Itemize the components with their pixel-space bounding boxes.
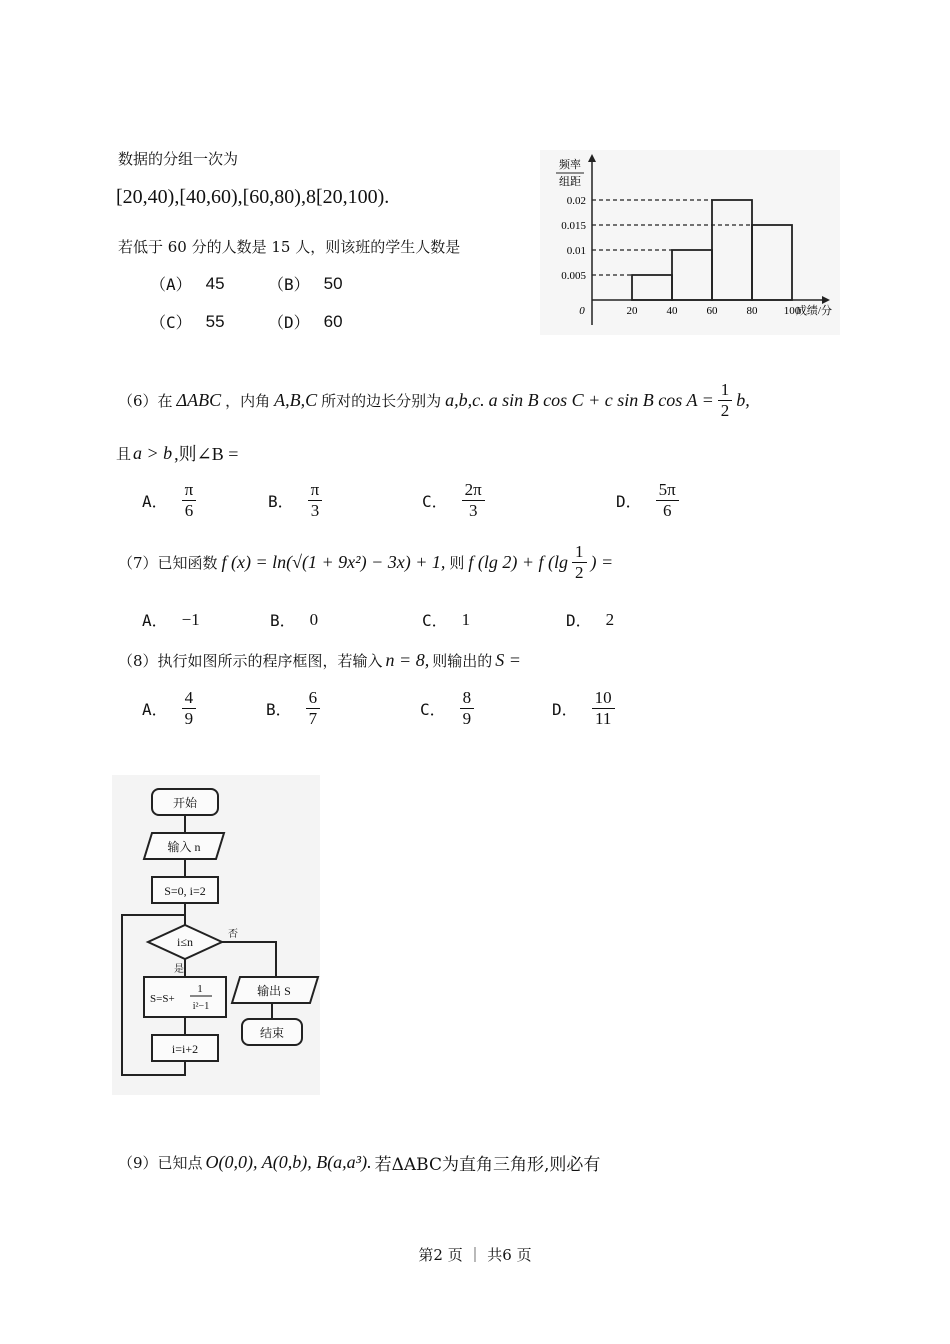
option-label: B．	[266, 699, 292, 719]
option-label: C．	[420, 699, 446, 719]
option-label: （C）	[150, 313, 192, 332]
frac-num: 1	[572, 542, 587, 563]
frac-num: 4	[182, 688, 197, 709]
q6-half	[718, 380, 733, 420]
x-tick-label: 40	[666, 305, 678, 317]
frac-num: π	[308, 480, 323, 501]
y-tick-label: 0.01	[566, 245, 586, 257]
q5-line3: 若低于 60 分的人数是 15 人，则该班的学生人数是	[118, 238, 461, 256]
q7-option-a	[142, 608, 200, 631]
q6-sides: a,b,c.	[445, 389, 485, 410]
frac-den: 9	[184, 708, 194, 728]
flow-start-text: 开始	[172, 796, 198, 810]
frac-num: 5π	[656, 480, 679, 501]
option-value: 2	[605, 609, 615, 629]
origin-label: 0	[579, 305, 585, 317]
frac-den: 2	[720, 400, 730, 420]
q5-option-b	[268, 272, 343, 295]
q8-option-c	[420, 688, 474, 728]
option-value: 55	[205, 311, 225, 331]
frac-num: 1	[718, 380, 733, 401]
flow-init-text: S=0, i=2	[164, 884, 206, 898]
flowchart	[112, 775, 320, 1095]
option-label: B．	[268, 491, 294, 511]
q6-angles: A,B,C	[274, 389, 318, 410]
q7-option-c	[422, 608, 470, 631]
option-value: 50	[323, 273, 343, 293]
option-value: 1	[461, 609, 471, 629]
q6-line1	[118, 380, 750, 420]
q6-line2	[116, 440, 238, 466]
q6-option-a	[142, 480, 196, 520]
q6-option-b	[268, 480, 322, 520]
option-label: （B）	[268, 275, 310, 294]
frac-den: 6	[662, 500, 672, 520]
option-value: −1	[181, 609, 200, 629]
frac-num: 2π	[462, 480, 485, 501]
frac-den: 11	[594, 708, 612, 728]
x-axis-label: 成绩/分	[795, 305, 832, 317]
frac-num: π	[182, 480, 197, 501]
q8-var: S =	[495, 650, 521, 670]
histogram-chart	[540, 150, 840, 335]
q8-rest: 则输出的	[432, 652, 493, 670]
q6-option-d	[616, 480, 679, 520]
flow-assign-num: 1	[197, 983, 203, 995]
option-label: （A）	[150, 275, 192, 294]
y-label-bottom: 组距	[559, 176, 581, 188]
flow-output-text: 输出 S	[257, 984, 291, 998]
frac-den: 3	[310, 500, 320, 520]
q7-option-d	[566, 608, 614, 631]
option-label: A．	[142, 491, 168, 511]
q8-prefix: （8）执行如图所示的程序框图，若输入	[118, 652, 383, 670]
option-value: 0	[309, 609, 319, 629]
q6-line2-rest: ,则∠B =	[174, 444, 239, 464]
y-tick-label: 0.02	[566, 195, 586, 207]
y-tick-label: 0.005	[561, 270, 586, 282]
flow-incr-text: i=i+2	[171, 1042, 199, 1056]
x-tick-label: 20	[626, 305, 638, 317]
frac-den: 2	[575, 562, 584, 582]
q9-line	[118, 1150, 600, 1175]
flow-input-text: 输入 n	[167, 840, 201, 854]
q7-line	[118, 542, 613, 582]
x-tick-label: 100	[783, 305, 801, 317]
q6-eq-tail: b,	[736, 389, 750, 410]
q5-option-c	[150, 310, 225, 333]
q6-text1: ，内角	[225, 391, 271, 410]
q8-cond: n = 8,	[385, 650, 430, 670]
flow-yes-text: 是	[174, 964, 184, 975]
frac-num: 8	[460, 688, 475, 709]
frac-den: 7	[308, 708, 318, 728]
q7-option-b	[270, 608, 318, 631]
q7-function: f (x) = ln(√(1 + 9x²) − 3x) + 1,	[221, 551, 446, 572]
q6-triangle: ΔABC	[176, 389, 222, 410]
q7-tail: ) =	[590, 551, 614, 572]
flow-end-text: 结束	[259, 1026, 285, 1040]
option-label: D．	[616, 491, 642, 511]
q6-option-c	[422, 480, 485, 520]
frac-den: 6	[184, 500, 194, 520]
q7-prefix: （7）已知函数	[118, 553, 218, 572]
option-label: （D）	[268, 313, 310, 332]
option-value: 60	[323, 311, 343, 331]
option-label: D．	[566, 611, 592, 630]
q8-option-a	[142, 688, 196, 728]
page-footer: 第2 页 ｜ 共6 页	[418, 1246, 532, 1264]
flow-assign-text: S=S+	[150, 993, 175, 1005]
frac-den: 9	[462, 708, 472, 728]
y-tick-label: 0.015	[561, 220, 586, 232]
q8-line	[118, 650, 521, 671]
q6-line2-prefix: 且	[116, 444, 132, 463]
option-label: A．	[142, 699, 168, 719]
frac-num: 10	[592, 688, 615, 709]
q6-number: （6）在	[118, 391, 173, 410]
frac-num: 6	[306, 688, 321, 709]
q8-option-b	[266, 688, 320, 728]
q5-intervals: [20,40),[40,60),[60,80),8[20,100).	[116, 186, 390, 208]
q6-text2: 所对的边长分别为	[321, 391, 442, 410]
option-value: 45	[205, 273, 225, 293]
option-label: A．	[142, 611, 168, 630]
q8-option-d	[552, 688, 615, 728]
q9-rest: 若ΔABC为直角三角形,则必有	[374, 1155, 601, 1175]
option-label: C．	[422, 611, 448, 630]
q5-line1: 数据的分组一次为	[118, 150, 239, 168]
x-tick-label: 60	[706, 305, 718, 317]
x-tick-label: 80	[746, 305, 758, 317]
y-label-top: 频率	[559, 159, 581, 171]
option-label: B．	[270, 611, 296, 630]
q6-equation: a sin B cos C + c sin B cos A =	[488, 389, 714, 410]
flow-no-text: 否	[228, 929, 238, 940]
q6-line2-cond: a > b	[133, 442, 173, 463]
q5-option-a	[150, 272, 225, 295]
option-label: D．	[552, 699, 578, 719]
q9-points: O(0,0), A(0,b), B(a,a³).	[205, 1152, 372, 1172]
q5-option-d	[268, 310, 343, 333]
option-label: C．	[422, 491, 448, 511]
flow-cond-text: i≤n	[177, 935, 193, 949]
q7-then: 则	[449, 553, 465, 572]
q7-expression: f (lg 2) + f (lg	[468, 551, 568, 572]
frac-den: 3	[468, 500, 478, 520]
flow-assign-den: i²−1	[192, 1001, 210, 1012]
q9-prefix: （9）已知点	[118, 1154, 203, 1172]
